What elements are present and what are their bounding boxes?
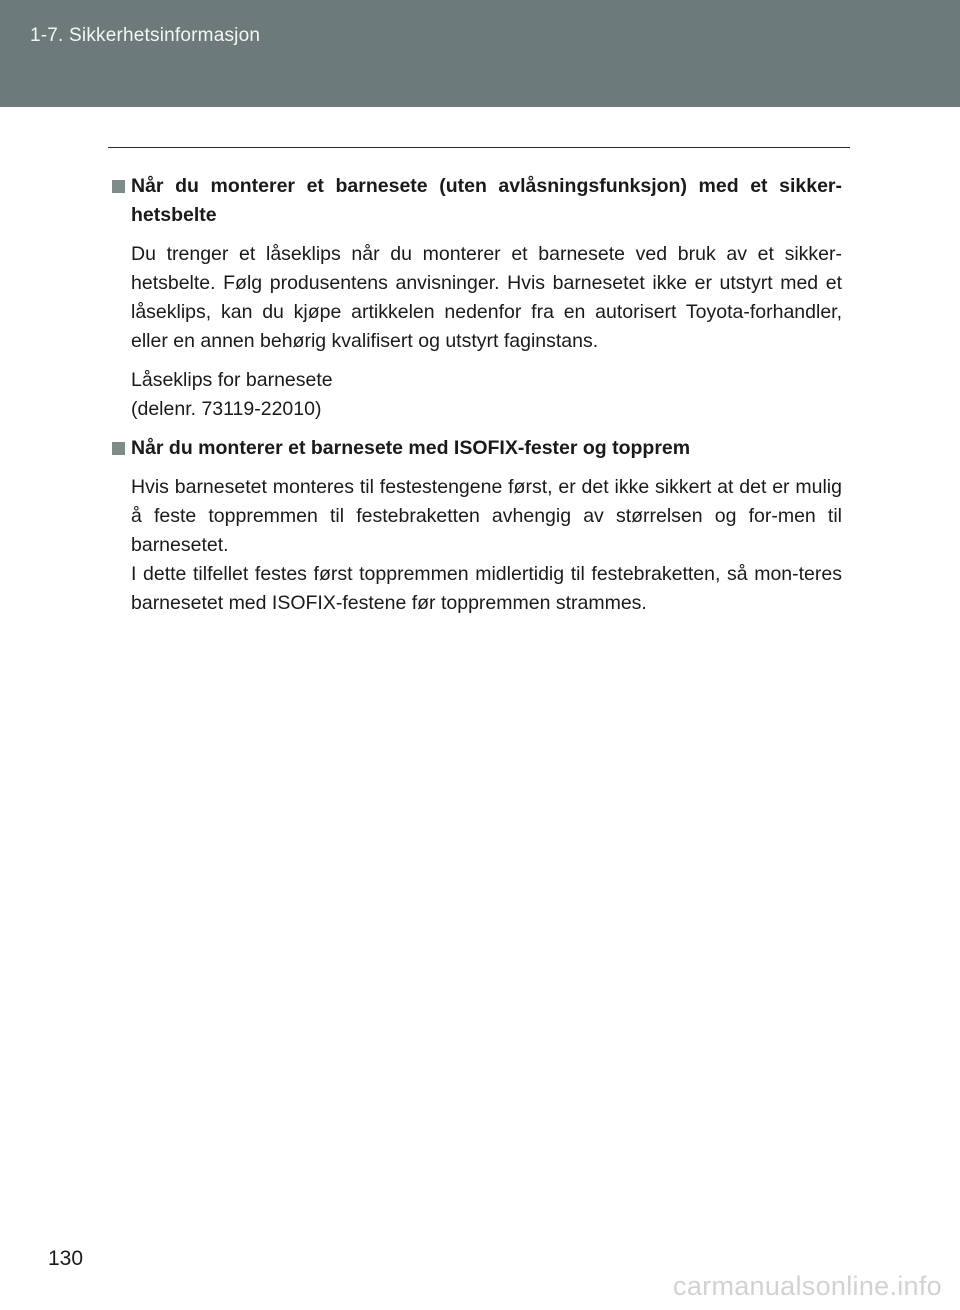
bullet-square-icon bbox=[112, 442, 125, 455]
part-label: Låseklips for barnesete bbox=[131, 369, 333, 391]
part-number: (delenr. 73119-22010) bbox=[131, 398, 322, 420]
section-seatbelt-install bbox=[112, 172, 842, 424]
body-paragraph: Du trenger et låseklips når du monterer et barnesete ved bruk av et sikker-hetsbelte. Følg produsentens anvisninger. Hvis barnesetet ikke er utstyrt med et låseklips, kan du kjøpe artikkelen nedenfor fra en autorisert Toyota-forhandler, eller en annen behørig kvalifisert og utstyrt faginstans. bbox=[131, 243, 842, 352]
section-heading-text: Når du monterer et barnesete med ISOFIX-fester og topprem bbox=[131, 437, 691, 459]
divider bbox=[108, 147, 850, 148]
body-paragraph: I dette tilfellet festes først toppremmen midlertidig til festebraketten, så mon-teres barnesetet med ISOFIX-festene før toppremmen strammes. bbox=[131, 563, 842, 614]
section-heading-text: Når du monterer et barnesete (uten avlåsningsfunksjon) med et sikker-hetsbelte bbox=[131, 175, 842, 226]
section-title: 1-7. Sikkerhetsinformasjon bbox=[30, 25, 261, 46]
body-paragraph: Hvis barnesetet monteres til festestengene først, er det ikke sikkert at det er mulig å feste toppremmen til festebraketten avhengig av størrelsen og for-men til barnesetet. bbox=[131, 476, 842, 556]
page-content bbox=[112, 172, 842, 618]
section-isofix-install bbox=[112, 434, 842, 618]
bullet-square-icon bbox=[112, 180, 125, 193]
section-heading bbox=[112, 434, 842, 463]
watermark: carmanualsonline.info bbox=[673, 1271, 942, 1301]
page-number: 130 bbox=[48, 1247, 84, 1270]
section-heading bbox=[112, 172, 842, 230]
header-bar bbox=[0, 0, 960, 107]
